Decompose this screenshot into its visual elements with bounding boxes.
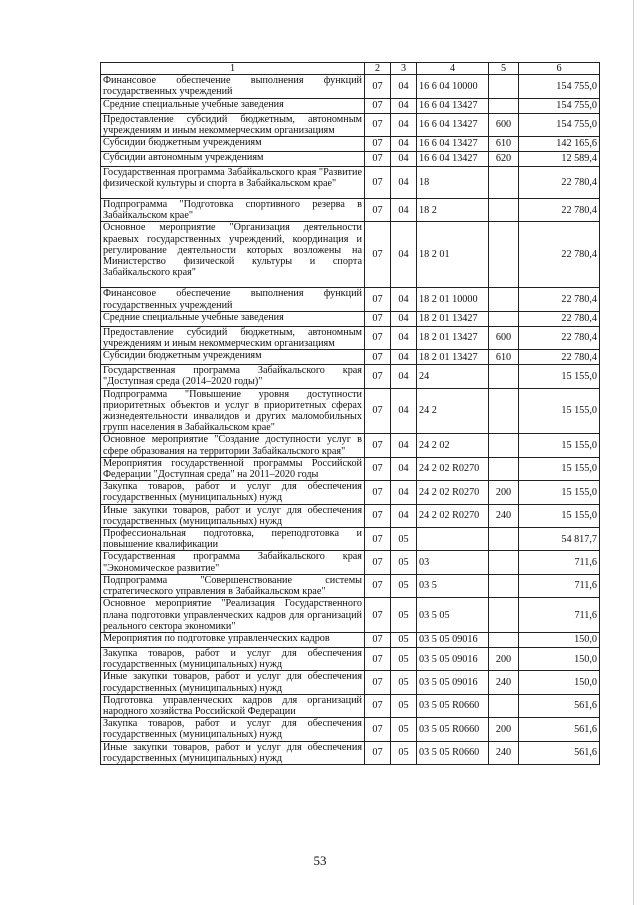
table-row xyxy=(101,694,600,717)
row-target-code-cell xyxy=(417,528,489,551)
row-name-cell: Государственная программа Забайкальского края "Развитие физической культуры и спорта в Забайкальском крае" xyxy=(101,167,365,199)
row-name-cell: Закупка товаров, работ и услуг для обеспечения государственных (муниципальных) нужд xyxy=(101,647,365,670)
row-amount-cell: 22 780,4 xyxy=(519,326,600,349)
row-section-cell: 07 xyxy=(365,365,391,388)
row-name-cell: Иные закупки товаров, работ и услуг для обеспечения государственных (муниципальных) нужд xyxy=(101,671,365,694)
row-amount-cell: 15 155,0 xyxy=(519,481,600,504)
row-amount-cell: 54 817,7 xyxy=(519,528,600,551)
row-target-code-cell: 03 5 05 xyxy=(417,598,489,633)
row-subsection-cell: 04 xyxy=(391,222,417,288)
row-expense-type-cell xyxy=(489,311,519,326)
row-amount-cell: 154 755,0 xyxy=(519,113,600,136)
row-expense-type-cell: 620 xyxy=(489,152,519,167)
row-expense-type-cell xyxy=(489,388,519,434)
row-subsection-cell: 05 xyxy=(391,574,417,597)
row-target-code-cell: 16 6 04 13427 xyxy=(417,152,489,167)
row-target-code-cell: 16 6 04 10000 xyxy=(417,75,489,98)
row-section-cell: 07 xyxy=(365,326,391,349)
row-target-code-cell: 18 2 xyxy=(417,199,489,222)
row-subsection-cell: 04 xyxy=(391,388,417,434)
row-section-cell: 07 xyxy=(365,741,391,764)
row-section-cell: 07 xyxy=(365,528,391,551)
row-target-code-cell: 03 5 05 R0660 xyxy=(417,741,489,764)
row-expense-type-cell xyxy=(489,199,519,222)
row-expense-type-cell xyxy=(489,75,519,98)
row-subsection-cell: 05 xyxy=(391,632,417,647)
row-name-cell: Закупка товаров, работ и услуг для обеспечения государственных (муниципальных) нужд xyxy=(101,718,365,741)
row-subsection-cell: 04 xyxy=(391,152,417,167)
budget-table xyxy=(100,62,600,765)
row-expense-type-cell: 240 xyxy=(489,741,519,764)
row-name-cell: Подготовка управленческих кадров для организаций народного хозяйства Российской Федерации xyxy=(101,694,365,717)
row-section-cell: 07 xyxy=(365,434,391,457)
row-amount-cell: 15 155,0 xyxy=(519,457,600,480)
header-col-5: 5 xyxy=(489,63,519,75)
row-section-cell: 07 xyxy=(365,113,391,136)
row-target-code-cell: 03 5 05 09016 xyxy=(417,632,489,647)
row-amount-cell: 22 780,4 xyxy=(519,350,600,365)
row-subsection-cell: 05 xyxy=(391,718,417,741)
row-target-code-cell: 03 5 05 R0660 xyxy=(417,718,489,741)
row-subsection-cell: 04 xyxy=(391,311,417,326)
row-name-cell: Иные закупки товаров, работ и услуг для обеспечения государственных (муниципальных) нужд xyxy=(101,504,365,527)
row-section-cell: 07 xyxy=(365,457,391,480)
row-section-cell: 07 xyxy=(365,647,391,670)
header-col-4: 4 xyxy=(417,63,489,75)
row-name-cell: Субсидии автономным учреждениям xyxy=(101,152,365,167)
header-row xyxy=(101,63,600,75)
row-subsection-cell: 04 xyxy=(391,137,417,152)
table-row xyxy=(101,434,600,457)
table-row xyxy=(101,152,600,167)
row-amount-cell: 561,6 xyxy=(519,741,600,764)
row-section-cell: 07 xyxy=(365,152,391,167)
row-section-cell: 07 xyxy=(365,388,391,434)
row-target-code-cell: 24 2 xyxy=(417,388,489,434)
table-row xyxy=(101,741,600,764)
row-subsection-cell: 05 xyxy=(391,671,417,694)
row-subsection-cell: 04 xyxy=(391,457,417,480)
row-target-code-cell: 24 2 02 xyxy=(417,434,489,457)
row-expense-type-cell xyxy=(489,574,519,597)
row-amount-cell: 15 155,0 xyxy=(519,504,600,527)
header-col-1: 1 xyxy=(101,63,365,75)
row-section-cell: 07 xyxy=(365,632,391,647)
row-target-code-cell: 24 xyxy=(417,365,489,388)
row-subsection-cell: 05 xyxy=(391,551,417,574)
page-number: 53 xyxy=(313,853,327,868)
row-amount-cell: 22 780,4 xyxy=(519,311,600,326)
row-name-cell: Иные закупки товаров, работ и услуг для обеспечения государственных (муниципальных) нужд xyxy=(101,741,365,764)
row-name-cell: Субсидии бюджетным учреждениям xyxy=(101,137,365,152)
row-expense-type-cell: 610 xyxy=(489,137,519,152)
row-name-cell: Профессиональная подготовка, переподготовка и повышение квалификации xyxy=(101,528,365,551)
table-row xyxy=(101,598,600,633)
table-row xyxy=(101,504,600,527)
table-row xyxy=(101,167,600,199)
row-name-cell: Подпрограмма "Повышение уровня доступности приоритетных объектов и услуг в приоритетных сферах жизнедеятельности инвалидов и других маломобильных групп населения в Забайкальском крае" xyxy=(101,388,365,434)
row-section-cell: 07 xyxy=(365,288,391,311)
row-section-cell: 07 xyxy=(365,167,391,199)
row-expense-type-cell xyxy=(489,222,519,288)
row-section-cell: 07 xyxy=(365,222,391,288)
table-row xyxy=(101,718,600,741)
table-row xyxy=(101,199,600,222)
row-amount-cell: 711,6 xyxy=(519,551,600,574)
row-amount-cell: 154 755,0 xyxy=(519,98,600,113)
row-subsection-cell: 04 xyxy=(391,288,417,311)
row-target-code-cell: 18 2 01 13427 xyxy=(417,311,489,326)
row-amount-cell: 22 780,4 xyxy=(519,222,600,288)
row-target-code-cell: 18 2 01 13427 xyxy=(417,326,489,349)
row-subsection-cell: 05 xyxy=(391,528,417,551)
row-amount-cell: 150,0 xyxy=(519,632,600,647)
row-subsection-cell: 05 xyxy=(391,647,417,670)
row-name-cell: Основное мероприятие "Создание доступности услуг в сфере образования на территории Забайкальского края" xyxy=(101,434,365,457)
row-target-code-cell: 18 2 01 xyxy=(417,222,489,288)
row-expense-type-cell xyxy=(489,288,519,311)
row-name-cell: Государственная программа Забайкальского края "Экономическое развитие" xyxy=(101,551,365,574)
table-row xyxy=(101,326,600,349)
table-row xyxy=(101,481,600,504)
row-subsection-cell: 04 xyxy=(391,350,417,365)
row-target-code-cell: 18 2 01 10000 xyxy=(417,288,489,311)
row-subsection-cell: 04 xyxy=(391,434,417,457)
row-expense-type-cell: 240 xyxy=(489,671,519,694)
row-amount-cell: 22 780,4 xyxy=(519,288,600,311)
row-name-cell: Финансовое обеспечение выполнения функций государственных учреждений xyxy=(101,288,365,311)
row-name-cell: Основное мероприятие "Организация деятельности краевых государственных учреждений, координация и регулирование деятельности которых возложены на Министерство физической культуры и спорта Забайкальского края" xyxy=(101,222,365,288)
row-name-cell: Основное мероприятие "Реализация Государственного плана подготовки управленческих кадров для организаций реального сектора экономики" xyxy=(101,598,365,633)
row-amount-cell: 22 780,4 xyxy=(519,167,600,199)
row-subsection-cell: 04 xyxy=(391,481,417,504)
row-section-cell: 07 xyxy=(365,75,391,98)
header-col-2: 2 xyxy=(365,63,391,75)
row-amount-cell: 15 155,0 xyxy=(519,434,600,457)
row-subsection-cell: 04 xyxy=(391,98,417,113)
table-row xyxy=(101,75,600,98)
table-row xyxy=(101,388,600,434)
row-target-code-cell: 16 6 04 13427 xyxy=(417,137,489,152)
row-name-cell: Средние специальные учебные заведения xyxy=(101,311,365,326)
row-target-code-cell: 03 5 xyxy=(417,574,489,597)
row-target-code-cell: 18 2 01 13427 xyxy=(417,350,489,365)
row-target-code-cell: 24 2 02 R0270 xyxy=(417,481,489,504)
row-expense-type-cell: 200 xyxy=(489,647,519,670)
table-row xyxy=(101,528,600,551)
row-expense-type-cell: 600 xyxy=(489,113,519,136)
table-row xyxy=(101,457,600,480)
row-amount-cell: 711,6 xyxy=(519,598,600,633)
row-section-cell: 07 xyxy=(365,137,391,152)
row-name-cell: Финансовое обеспечение выполнения функций государственных учреждений xyxy=(101,75,365,98)
table-row xyxy=(101,632,600,647)
row-expense-type-cell: 610 xyxy=(489,350,519,365)
row-name-cell: Подпрограмма "Подготовка спортивного резерва в Забайкальском крае" xyxy=(101,199,365,222)
row-name-cell: Закупка товаров, работ и услуг для обеспечения государственных (муниципальных) нужд xyxy=(101,481,365,504)
table-row xyxy=(101,574,600,597)
table-row xyxy=(101,113,600,136)
row-subsection-cell: 04 xyxy=(391,75,417,98)
row-amount-cell: 711,6 xyxy=(519,574,600,597)
row-target-code-cell: 16 6 04 13427 xyxy=(417,113,489,136)
row-section-cell: 07 xyxy=(365,504,391,527)
row-section-cell: 07 xyxy=(365,718,391,741)
row-expense-type-cell xyxy=(489,98,519,113)
table-row xyxy=(101,551,600,574)
row-name-cell: Мероприятия государственной программы Российской Федерации "Доступная среда" на 2011–2020 годы xyxy=(101,457,365,480)
row-section-cell: 07 xyxy=(365,694,391,717)
row-expense-type-cell xyxy=(489,365,519,388)
row-expense-type-cell xyxy=(489,632,519,647)
row-expense-type-cell xyxy=(489,434,519,457)
row-amount-cell: 15 155,0 xyxy=(519,388,600,434)
row-section-cell: 07 xyxy=(365,481,391,504)
row-section-cell: 07 xyxy=(365,598,391,633)
row-amount-cell: 142 165,6 xyxy=(519,137,600,152)
row-expense-type-cell: 200 xyxy=(489,481,519,504)
row-amount-cell: 12 589,4 xyxy=(519,152,600,167)
row-section-cell: 07 xyxy=(365,98,391,113)
row-expense-type-cell xyxy=(489,167,519,199)
row-name-cell: Подпрограмма "Совершенствование системы стратегического управления в Забайкальском крае" xyxy=(101,574,365,597)
table-row xyxy=(101,350,600,365)
row-subsection-cell: 04 xyxy=(391,326,417,349)
header-col-3: 3 xyxy=(391,63,417,75)
row-subsection-cell: 05 xyxy=(391,694,417,717)
row-expense-type-cell xyxy=(489,551,519,574)
row-subsection-cell: 05 xyxy=(391,598,417,633)
row-name-cell: Предоставление субсидий бюджетным, автономным учреждениям и иным некоммерческим организациям xyxy=(101,113,365,136)
row-target-code-cell: 24 2 02 R0270 xyxy=(417,457,489,480)
row-amount-cell: 15 155,0 xyxy=(519,365,600,388)
row-subsection-cell: 04 xyxy=(391,199,417,222)
row-subsection-cell: 04 xyxy=(391,365,417,388)
row-expense-type-cell: 200 xyxy=(489,718,519,741)
row-amount-cell: 561,6 xyxy=(519,718,600,741)
row-target-code-cell: 24 2 02 R0270 xyxy=(417,504,489,527)
row-subsection-cell: 05 xyxy=(391,741,417,764)
row-section-cell: 07 xyxy=(365,350,391,365)
row-amount-cell: 150,0 xyxy=(519,671,600,694)
row-section-cell: 07 xyxy=(365,671,391,694)
row-subsection-cell: 04 xyxy=(391,167,417,199)
row-target-code-cell: 16 6 04 13427 xyxy=(417,98,489,113)
row-expense-type-cell: 240 xyxy=(489,504,519,527)
table-row xyxy=(101,288,600,311)
row-expense-type-cell xyxy=(489,528,519,551)
row-section-cell: 07 xyxy=(365,574,391,597)
row-target-code-cell: 03 5 05 R0660 xyxy=(417,694,489,717)
page-edge-line xyxy=(633,0,634,905)
table-row xyxy=(101,137,600,152)
row-section-cell: 07 xyxy=(365,199,391,222)
header-col-6: 6 xyxy=(519,63,600,75)
row-target-code-cell: 03 5 05 09016 xyxy=(417,647,489,670)
row-expense-type-cell xyxy=(489,694,519,717)
row-name-cell: Государственная программа Забайкальского края "Доступная среда (2014–2020 годы)" xyxy=(101,365,365,388)
row-name-cell: Средние специальные учебные заведения xyxy=(101,98,365,113)
table-row xyxy=(101,671,600,694)
row-name-cell: Субсидии бюджетным учреждениям xyxy=(101,350,365,365)
row-amount-cell: 150,0 xyxy=(519,647,600,670)
row-target-code-cell: 18 xyxy=(417,167,489,199)
table-row xyxy=(101,311,600,326)
row-amount-cell: 154 755,0 xyxy=(519,75,600,98)
row-name-cell: Предоставление субсидий бюджетным, автономным учреждениям и иным некоммерческим организациям xyxy=(101,326,365,349)
table-row xyxy=(101,647,600,670)
row-section-cell: 07 xyxy=(365,551,391,574)
row-target-code-cell: 03 xyxy=(417,551,489,574)
row-name-cell: Мероприятия по подготовке управленческих кадров xyxy=(101,632,365,647)
row-section-cell: 07 xyxy=(365,311,391,326)
row-amount-cell: 561,6 xyxy=(519,694,600,717)
table-row xyxy=(101,365,600,388)
row-subsection-cell: 04 xyxy=(391,504,417,527)
row-expense-type-cell xyxy=(489,457,519,480)
table-body xyxy=(101,75,600,765)
row-subsection-cell: 04 xyxy=(391,113,417,136)
row-expense-type-cell xyxy=(489,598,519,633)
row-target-code-cell: 03 5 05 09016 xyxy=(417,671,489,694)
row-expense-type-cell: 600 xyxy=(489,326,519,349)
row-amount-cell: 22 780,4 xyxy=(519,199,600,222)
table-row xyxy=(101,222,600,288)
table-row xyxy=(101,98,600,113)
